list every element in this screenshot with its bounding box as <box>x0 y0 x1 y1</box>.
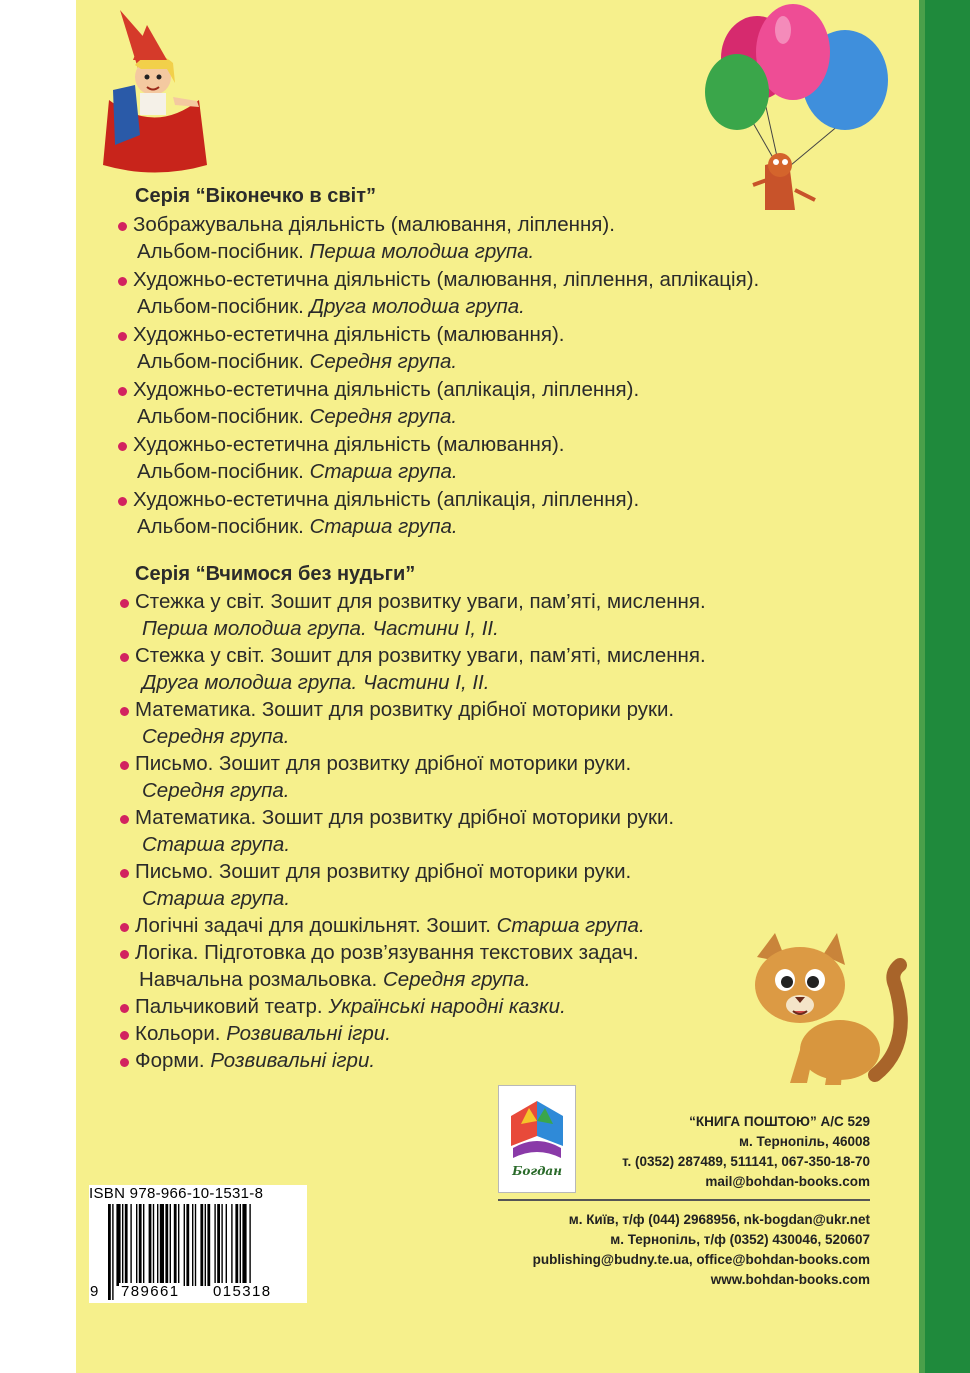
barcode-digits-right: 015318 <box>213 1283 272 1300</box>
barcode-bar <box>186 1204 189 1286</box>
item-subtitle <box>135 669 706 696</box>
barcode-bar <box>174 1204 177 1286</box>
divider <box>498 1199 870 1201</box>
item-group: Середня група. <box>309 350 458 373</box>
barcode-digit-first: 9 <box>90 1283 100 1300</box>
barcode-bar <box>231 1204 232 1286</box>
list-item <box>118 912 706 939</box>
mail-order-name: “КНИГА ПОШТОЮ” А/С 529 <box>689 1114 870 1129</box>
barcode-bar <box>112 1204 113 1300</box>
item-title: Зображувальна діяльність (малювання, ліплення). <box>133 213 615 236</box>
barcode-bar <box>165 1204 168 1286</box>
item-title: Стежка у світ. Зошит для розвитку уваги, пам’яті, мислення. <box>135 644 706 667</box>
item-group: Розвивальні ігри. <box>210 1049 376 1072</box>
list-item <box>118 1020 706 1047</box>
item-group: Перша молодша група. Частини І, ІІ. <box>142 617 499 640</box>
item-title: Стежка у світ. Зошит для розвитку уваги, пам’яті, мислення. <box>135 590 706 613</box>
item-subtitle <box>135 615 706 642</box>
item-title: Письмо. Зошит для розвитку дрібної моторики руки. <box>135 752 632 775</box>
barcode-bar <box>240 1204 241 1286</box>
barcode-bar <box>143 1204 144 1286</box>
list-item <box>116 211 759 265</box>
item-title: Художньо-естетична діяльність (малювання). <box>133 323 565 346</box>
item-group: Старша група. <box>142 833 291 856</box>
item-subtitle <box>135 831 706 858</box>
item-group: Старша група. <box>496 914 645 937</box>
series2-title: Серія “Вчимося без нудьги” <box>135 563 416 585</box>
item-group: Середня група. <box>142 779 290 802</box>
item-group: Розвивальні ігри. <box>226 1022 391 1045</box>
list-item <box>116 376 759 430</box>
balloons-illustration <box>695 0 905 230</box>
list-item <box>116 486 759 540</box>
barcode-bar <box>125 1204 128 1286</box>
barcode-bar <box>108 1204 111 1300</box>
item-title: Математика. Зошит для розвитку дрібної моторики руки. <box>135 806 675 829</box>
list-item <box>118 750 706 804</box>
barcode-bar <box>139 1204 142 1286</box>
barcode-bar <box>122 1204 123 1286</box>
item-group: Старша група. <box>142 887 291 910</box>
item-title: Логіка. Підготовка до розв’язування текстових задач. <box>135 941 639 964</box>
kitten-illustration <box>745 925 915 1095</box>
barcode-bar <box>207 1204 210 1286</box>
barcode-bar <box>157 1204 158 1286</box>
barcode-bar <box>242 1204 246 1286</box>
barcode-bar <box>217 1204 220 1286</box>
logo-text: Богдан <box>512 1164 562 1178</box>
office-kyiv: м. Київ, т/ф (044) 2968956, nk-bogdan@ukr.net <box>568 1212 870 1227</box>
gnome-illustration <box>95 5 215 175</box>
item-type: Альбом-посібник. <box>137 460 304 483</box>
item-group: Середня група. <box>382 968 531 991</box>
barcode-bar <box>205 1204 206 1286</box>
list-item <box>118 993 706 1020</box>
item-title: Кольори. <box>135 1022 221 1045</box>
list-item <box>118 804 706 858</box>
barcode-bar <box>226 1204 227 1286</box>
item-group: Середня група. <box>142 725 290 748</box>
item-subtitle <box>133 348 759 375</box>
series1-title: Серія “Віконечко в світ” <box>135 185 376 207</box>
barcode-bar <box>221 1204 222 1286</box>
item-subtitle <box>135 885 706 912</box>
series2-list <box>118 588 706 1074</box>
barcode-digits-left: 789661 <box>121 1283 180 1300</box>
item-title: Математика. Зошит для розвитку дрібної моторики руки. <box>135 698 675 721</box>
item-group: Перша молодша група. <box>309 240 535 263</box>
barcode-bar <box>170 1204 171 1286</box>
item-type: Навчальна розмальовка. <box>139 968 378 991</box>
list-item <box>118 642 706 696</box>
barcode-bar <box>235 1204 238 1286</box>
item-title: Художньо-естетична діяльність (малювання, ліплення, аплікація). <box>133 268 760 291</box>
item-subtitle <box>135 723 706 750</box>
item-group: Друга молодша група. Частини І, ІІ. <box>142 671 490 694</box>
item-title: Художньо-естетична діяльність (малювання). <box>133 433 565 456</box>
barcode-bar <box>160 1204 164 1286</box>
item-type: Альбом-посібник. <box>137 405 304 428</box>
item-group: Середня група. <box>309 405 458 428</box>
barcode-bar <box>153 1204 154 1286</box>
barcode-bar <box>116 1204 120 1286</box>
mail-order-email: mail@bohdan-books.com <box>705 1174 870 1189</box>
barcode-bar <box>192 1204 193 1286</box>
item-group: Старша група. <box>309 515 458 538</box>
barcode-bar <box>130 1204 131 1286</box>
publisher-logo <box>498 1085 576 1193</box>
barcode-bar <box>184 1204 185 1286</box>
item-title: Форми. <box>135 1049 205 1072</box>
series1-list <box>116 211 759 541</box>
office-ternopil: м. Тернопіль, т/ф (0352) 430046, 520607 <box>610 1232 870 1247</box>
list-item <box>116 431 759 485</box>
item-title: Художньо-естетична діяльність (аплікація, ліплення). <box>133 378 640 401</box>
item-subtitle <box>133 403 759 430</box>
item-title: Логічні задачі для дошкільнят. Зошит. <box>135 914 491 937</box>
list-item <box>116 266 759 320</box>
spine <box>925 0 970 1373</box>
office-contacts <box>533 1210 870 1290</box>
item-group: Українські народні казки. <box>328 995 566 1018</box>
barcode-bar <box>214 1204 215 1286</box>
barcode-bar <box>200 1204 203 1286</box>
barcode-bar <box>149 1204 152 1286</box>
item-title: Письмо. Зошит для розвитку дрібної моторики руки. <box>135 860 632 883</box>
list-item <box>116 321 759 375</box>
list-item <box>118 858 706 912</box>
isbn-label: ISBN 978-966-10-1531-8 <box>89 1185 264 1202</box>
item-group: Старша група. <box>309 460 458 483</box>
list-item <box>118 588 706 642</box>
list-item <box>118 1047 706 1074</box>
item-title: Пальчиковий театр. <box>135 995 323 1018</box>
item-subtitle <box>133 513 759 540</box>
item-type: Альбом-посібник. <box>137 295 304 318</box>
item-type: Альбом-посібник. <box>137 240 304 263</box>
item-type: Альбом-посібник. <box>137 515 304 538</box>
item-group: Друга молодша група. <box>309 295 525 318</box>
mail-order-city: м. Тернопіль, 46008 <box>738 1134 870 1149</box>
item-subtitle <box>133 238 759 265</box>
list-item <box>118 939 706 993</box>
item-subtitle <box>133 458 759 485</box>
list-item <box>118 696 706 750</box>
mail-order-contacts <box>622 1112 870 1192</box>
item-subtitle <box>133 293 759 320</box>
item-type: Альбом-посібник. <box>137 350 304 373</box>
item-subtitle <box>135 966 706 993</box>
mail-order-phone: т. (0352) 287489, 511141, 067-350-18-70 <box>622 1154 870 1169</box>
barcode-bar <box>195 1204 196 1286</box>
item-title: Художньо-естетична діяльність (аплікація, ліплення). <box>133 488 640 511</box>
barcode-bar <box>136 1204 137 1286</box>
item-subtitle <box>135 777 706 804</box>
office-website: www.bohdan-books.com <box>710 1272 870 1287</box>
office-emails: publishing@budny.te.ua, office@bohdan-books.com <box>532 1252 870 1267</box>
